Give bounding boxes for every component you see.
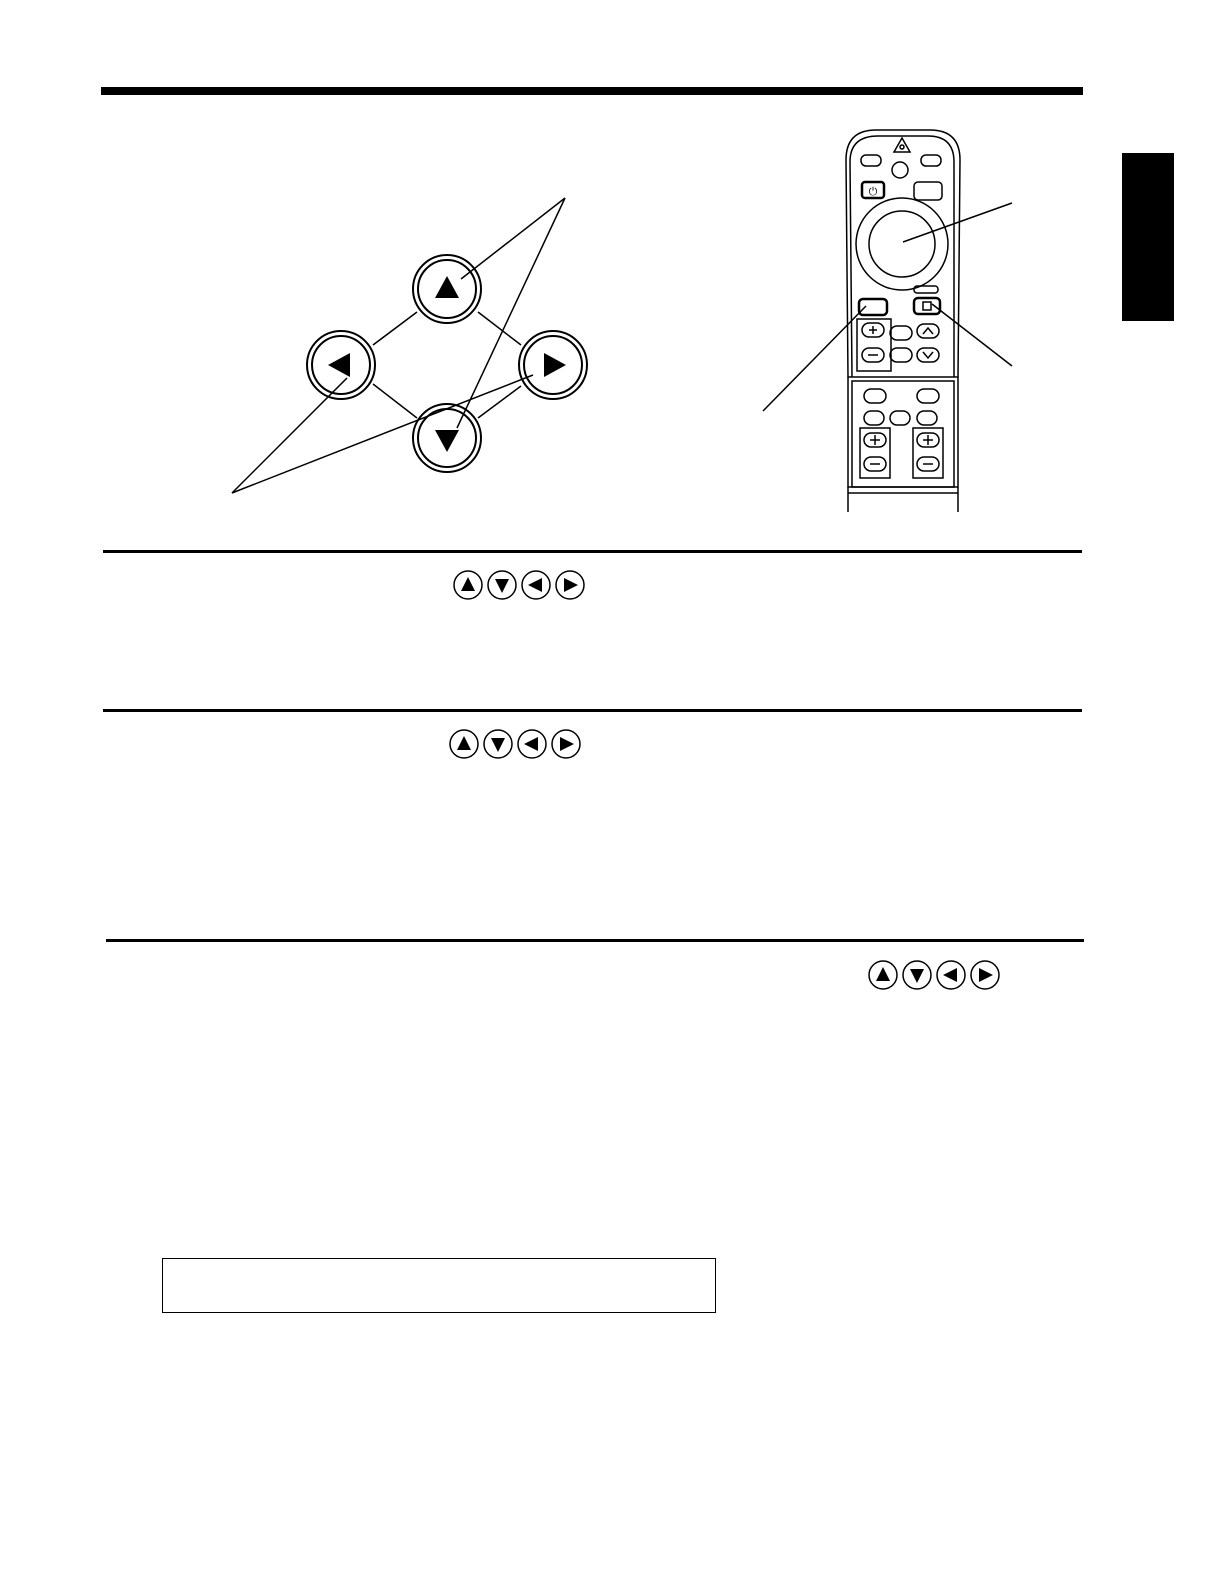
svg-text:⏻: ⏻ bbox=[868, 185, 878, 198]
note-box bbox=[162, 1258, 716, 1313]
section-1-rule bbox=[103, 550, 1082, 553]
section-2-arrow-buttons bbox=[448, 727, 584, 761]
section-3-arrow-buttons bbox=[867, 958, 1003, 992]
section-1-arrow-buttons bbox=[452, 568, 588, 602]
remote-control-illustration bbox=[0, 0, 1224, 560]
section-2-rule bbox=[103, 709, 1082, 712]
section-3-rule bbox=[106, 939, 1084, 942]
